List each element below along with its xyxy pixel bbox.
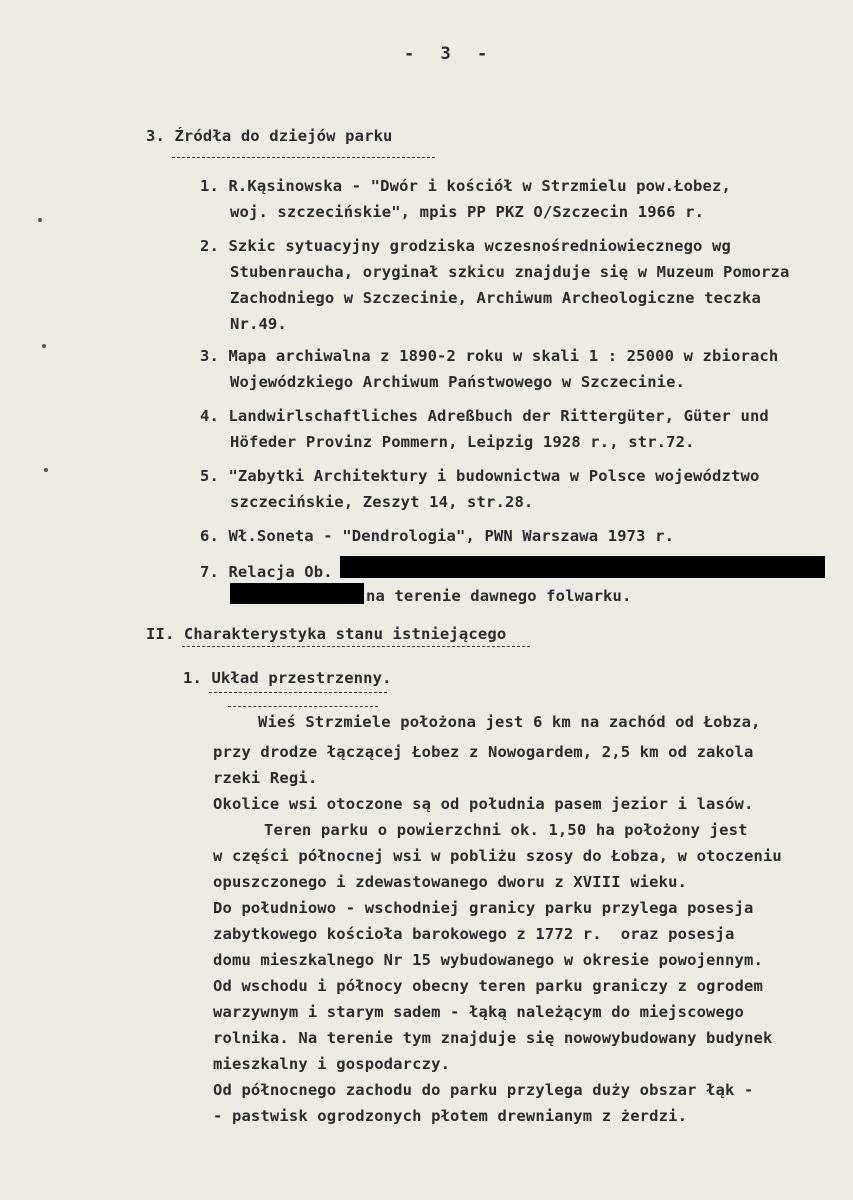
ref-1-line-1: 1. R.Kąsinowska - "Dwór i kościół w Strzmielu pow.Łobez,: [200, 177, 731, 195]
binder-hole-mark: [42, 344, 46, 348]
ref-6-line-1: 6. Wł.Soneta - "Dendrologia", PWN Warszawa 1973 r.: [200, 527, 675, 545]
page-number: - 3 -: [404, 44, 496, 64]
body-line-12: warzywnym i starym sadem - łąką należącym do miejscowego: [213, 1003, 744, 1021]
body-line-4: Okolice wsi otoczone są od południa pasem jezior i lasów.: [213, 795, 754, 813]
ref-4-line-2: Höfeder Provinz Pommern, Leipzig 1928 r., str.72.: [230, 433, 695, 451]
body-line-11: Od wschodu i północy obecny teren parku graniczy z ogrodem: [213, 977, 763, 995]
body-line-6: w części północnej wsi w pobliżu szosy do Łobza, w otoczeniu: [213, 847, 782, 865]
body-line-15: Od północnego zachodu do parku przylega duży obszar łąk -: [213, 1081, 754, 1099]
ref-2-line-1: 2. Szkic sytuacyjny grodziska wczesnośredniowiecznego wg: [200, 237, 731, 255]
body-line-9: zabytkowego kościoła barokowego z 1772 r. oraz posesja: [213, 925, 735, 943]
ref-3-line-1: 3. Mapa archiwalna z 1890-2 roku w skali 1 : 25000 w zbiorach: [200, 347, 779, 365]
ref-7-line-2: na terenie dawnego folwarku.: [366, 587, 632, 605]
section3-heading-underline: [172, 157, 435, 158]
ref-7-line-1: 7. Relacja Ob.: [200, 563, 333, 581]
ref-3-line-2: Wojewódzkiego Archiwum Państwowego w Szczecinie.: [230, 373, 686, 391]
ref-2-line-4: Nr.49.: [230, 315, 287, 333]
section3-heading: 3. Źródła do dziejów parku: [146, 127, 393, 145]
body-line-5: Teren parku o powierzchni ok. 1,50 ha położony jest: [264, 821, 748, 839]
body-line-2: przy drodze łączącej Łobez z Nowogardem, 2,5 km od zakola: [213, 743, 754, 761]
subsection-heading-underline: [209, 692, 387, 693]
body-line-16: - pastwisk ogrodzonych płotem drewnianym z żerdzi.: [213, 1107, 688, 1125]
ref-2-line-2: Stubenraucha, oryginał szkicu znajduje się w Muzeum Pomorza: [230, 263, 790, 281]
subsection-heading: 1. Układ przestrzenny.: [183, 669, 392, 687]
redaction-bar-2: [230, 583, 364, 604]
binder-hole-mark: [44, 468, 48, 472]
ref-4-line-1: 4. Landwirlschaftliches Adreßbuch der Rittergüter, Güter und: [200, 407, 769, 425]
body-line-13: rolnika. Na terenie tym znajduje się nowowybudowany budynek: [213, 1029, 773, 1047]
body-line-8: Do południowo - wschodniej granicy parku przylega posesja: [213, 899, 754, 917]
body-line-14: mieszkalny i gospodarczy.: [213, 1055, 451, 1073]
body-line-1: Wieś Strzmiele położona jest 6 km na zachód od Łobza,: [258, 713, 761, 731]
body-line-10: domu mieszkalnego Nr 15 wybudowanego w okresie powojennym.: [213, 951, 763, 969]
ref-1-line-2: woj. szczecińskie", mpis PP PKZ O/Szczecin 1966 r.: [230, 203, 705, 221]
body-line-3: rzeki Regi.: [213, 769, 318, 787]
binder-hole-mark: [38, 218, 42, 222]
section2-heading-underline: [182, 646, 530, 647]
body-line-7: opuszczonego i zdewastowanego dworu z XVIII wieku.: [213, 873, 688, 891]
redaction-bar-1: [340, 556, 825, 578]
section2-heading: II. Charakterystyka stanu istniejącego: [146, 625, 507, 643]
ref-5-line-2: szczecińskie, Zeszyt 14, str.28.: [230, 493, 534, 511]
ref-5-line-1: 5. "Zabytki Architektury i budownictwa w Polsce województwo: [200, 467, 760, 485]
decorative-dash-line: [228, 706, 378, 707]
ref-2-line-3: Zachodniego w Szczecinie, Archiwum Archeologiczne teczka: [230, 289, 761, 307]
